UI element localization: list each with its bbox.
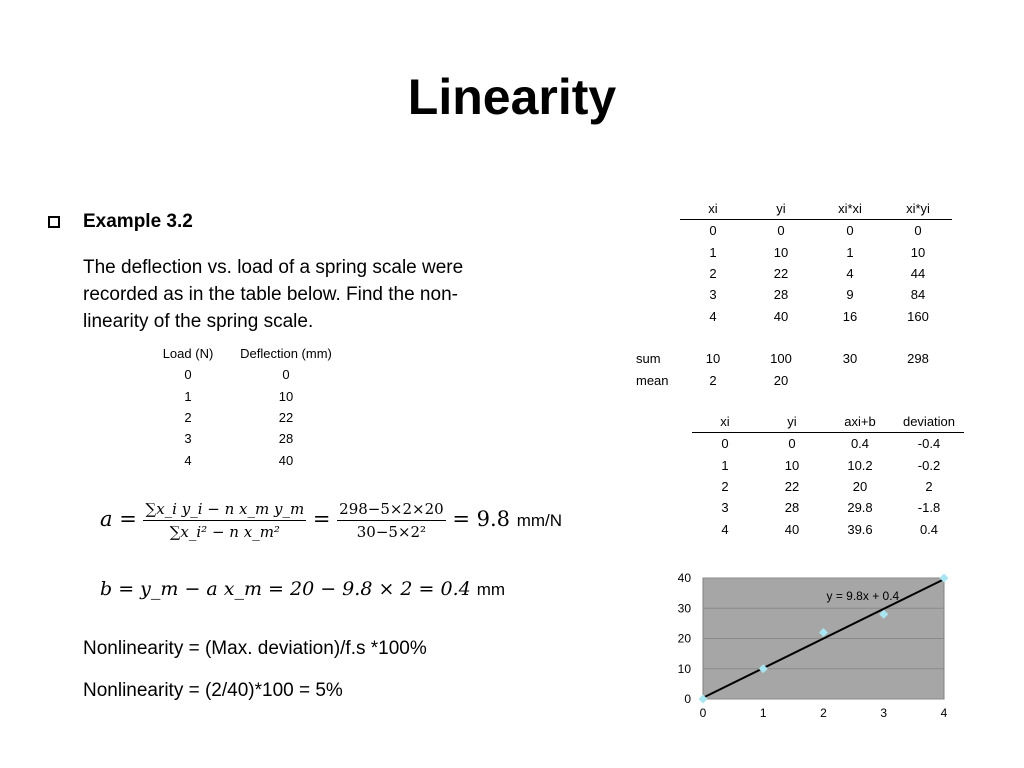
load-deflection-table — [150, 343, 346, 471]
table-header: deviation — [894, 411, 964, 433]
y-tick-label: 20 — [677, 631, 691, 646]
formula-a: a = $\frac{\text{∑x\_i y\_i − n x\_m y\_m}}{\text{∑x\_i² − n x\_m²}}$ = $\frac{298-5\times 2\times 20}{\text{30−5×2²}}$ = 9.8 mm/N — [100, 500, 563, 541]
table-header: yi — [746, 198, 816, 220]
deviation-table — [692, 411, 964, 540]
table-row: 4 40 16 160 — [709, 308, 929, 324]
table-row: 1 10 1 10 — [709, 244, 926, 260]
sum-row: sum 10 100 30 298 — [636, 351, 929, 367]
y-tick-label: 10 — [677, 661, 691, 676]
x-tick-label: 2 — [820, 706, 827, 720]
x-tick-label: 0 — [699, 706, 707, 720]
table-header: axi+b — [826, 411, 894, 433]
x-tick-label: 1 — [759, 706, 767, 720]
table-header: xi — [680, 198, 746, 220]
table-header: Deflection (mm) — [240, 346, 332, 362]
nonlinearity-result: Nonlinearity = (2/40)*100 = 5% — [83, 680, 343, 701]
y-tick-label: 30 — [677, 601, 691, 616]
table-header: Load (N) — [162, 346, 214, 362]
table-header: xi — [692, 411, 758, 433]
table-row: 0 0 0 0 — [709, 223, 922, 239]
scatter-chart — [660, 566, 970, 732]
nonlinearity-definition: Nonlinearity = (Max. deviation)/f.s *100% — [83, 638, 427, 659]
trendline-equation: y = 9.8x + 0.4 — [826, 589, 900, 604]
table-row: 3 28 9 84 — [709, 287, 926, 303]
table-header: xi*xi — [816, 198, 884, 220]
table-row: 4 40 39.6 0.4 — [721, 521, 939, 537]
table-row: 2 22 20 2 — [721, 479, 933, 495]
mean-row: mean 2 20 — [636, 372, 789, 388]
checkbox-bullet-icon — [48, 216, 60, 228]
formula-b: b = y_m − a x_m = 20 − 9.8 × 2 = 0.4 mm — [100, 578, 506, 600]
sum-table — [636, 198, 952, 391]
slide-title: Linearity — [407, 69, 617, 125]
example-label: Example 3.2 — [83, 211, 193, 232]
table-row: 2 22 4 44 — [709, 266, 926, 282]
table-row: 1 10 10.2 -0.2 — [721, 457, 941, 473]
table-row: 4 40 — [184, 452, 294, 468]
y-tick-label: 40 — [677, 571, 691, 585]
table-row: 2 22 — [184, 410, 294, 426]
formula-a-fraction-symbolic: $\frac{\text{∑x\_i y\_i − n x\_m y\_m}}{\text{∑x\_i² − n x\_m²}}$ — [145, 500, 305, 541]
y-tick-label: 0 — [684, 692, 691, 706]
problem-statement: The deflection vs. load of a spring scale were recorded as in the table below. Find the non-linearity of the spring scale. — [83, 257, 464, 332]
table-row: 3 28 — [184, 431, 294, 447]
table-row: 0 0 0.4 -0.4 — [721, 436, 941, 452]
x-tick-label: 3 — [880, 706, 888, 720]
table-row: 3 28 29.8 -1.8 — [721, 500, 941, 516]
table-header: xi*yi — [884, 198, 952, 220]
table-header: yi — [758, 411, 826, 433]
table-row: 1 10 — [184, 388, 294, 404]
x-tick-label: 4 — [940, 706, 948, 720]
formula-a-fraction-numeric: $\frac{298-5\times 2\times 20}{\text{30−5×2²}}$ — [339, 500, 444, 541]
table-row: 0 0 — [184, 367, 290, 383]
